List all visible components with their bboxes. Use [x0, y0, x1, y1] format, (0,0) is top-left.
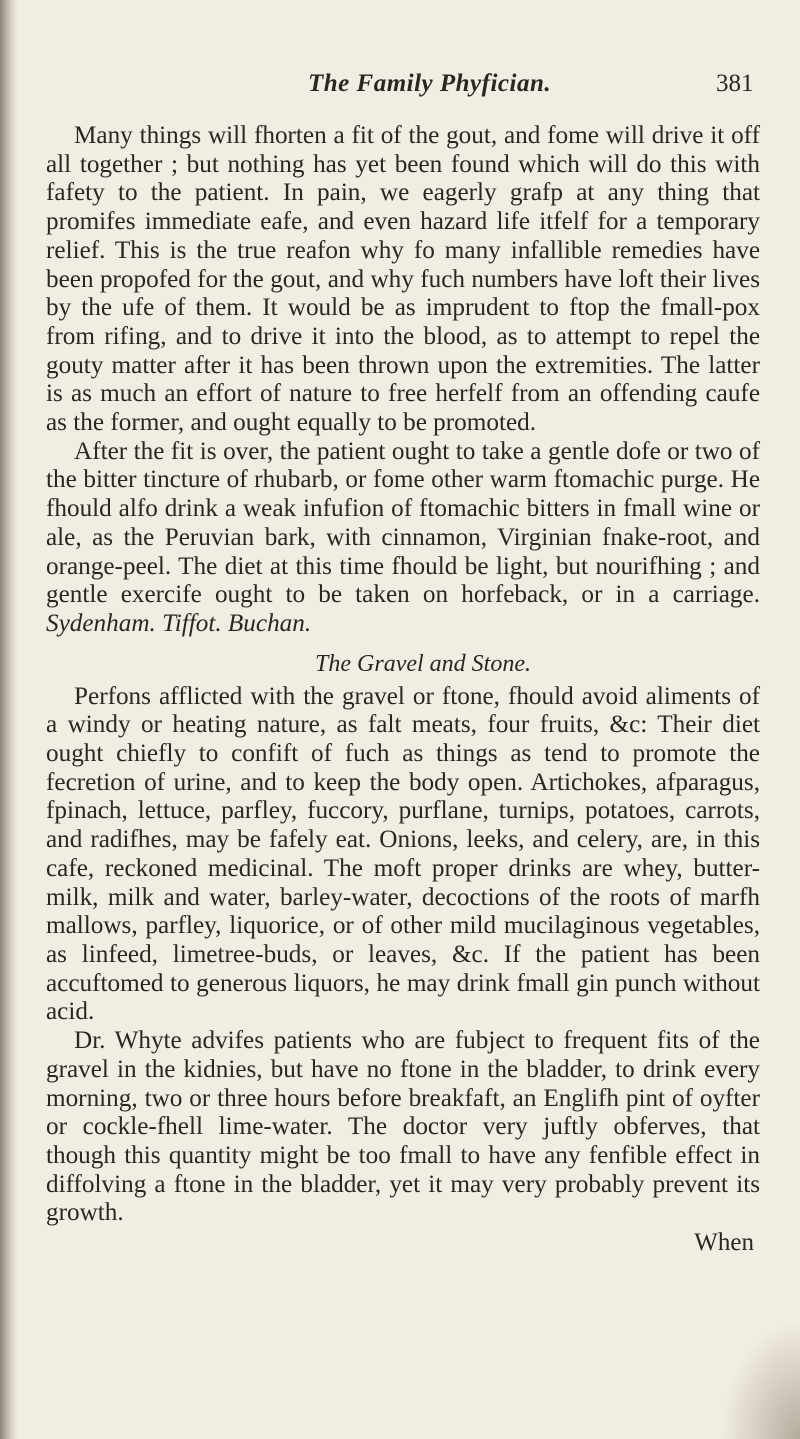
paragraph-dr-whyte: Dr. Whyte advifes patients who are fubject to frequent fits of the gravel in the kidnies, but have no ftone in the bladder, to drink every morning, two or three hours before breakfaft, an Englifh pint of oyfter or cockle-fhell lime-water. The doctor very juftly obferves, that though this quantity might be too fmall to have any fenfible effect in diffolving a ftone in the bladder, yet it may very probably prevent its growth. — [46, 1027, 760, 1227]
paragraph-gravel-diet: Perfons afflicted with the gravel or ftone, fhould avoid aliments of a windy or heating nature, as falt meats, four fruits, &c: Their diet ought chiefly to confift of fuch as things as tend to promote the fecretion of urine, and to keep the body open. Artichokes, afparagus, fpinach, lettuce, parfley, fuccory, purflane, turnips, potatoes, carrots, and radifhes, may be fafely eat. Onions, leeks, and celery, are, in this cafe, reckoned medicinal. The moft proper drinks are whey, butter-milk, milk and water, barley-water, decoctions of the roots of marfh mallows, parfley, liquorice, or of other mild mucilaginous vegetables, as linfeed, limetree-buds, or leaves, &c. If the patient has been accuftomed to generous liquors, he may drink fmall gin punch without acid. — [46, 682, 760, 1026]
paragraph-after-fit-text: After the fit is over, the patient ought to take a gentle dofe or two of the bitter tincture of rhubarb, or fome other warm ftomachic purge. He fhould alfo drink a weak infufion of ftomachic bitters in fmall wine or ale, as the Peruvian bark, with cinnamon, Virginian fnake-root, and orange-peel. The diet at this time fhould be light, but nourifhing ; and gentle exercife ought to be taken on horfeback, or in a carriage. — [46, 437, 760, 609]
body-text — [46, 122, 760, 1258]
page-gutter-shadow — [0, 0, 18, 1439]
paragraph-gout-remedies: Many things will fhorten a fit of the gout, and fome will drive it off all together ; but nothing has yet been found which will do this with fafety to the patient. In pain, we eagerly grafp at any thing that promifes immediate eafe, and even hazard life itfelf for a temporary relief. This is the true reafon why fo many infallible remedies have been propofed for the gout, and why fuch numbers have loft their lives by the ufe of them. It would be as imprudent to ftop the fmall-pox from rifing, and to drive it into the blood, as to attempt to repel the gouty matter after it has been thrown upon the extremities. The latter is as much an effort of nature to free herfelf from an offending caufe as the former, and ought equally to be promoted. — [46, 122, 760, 437]
page-corner-shadow — [720, 1319, 800, 1439]
page-number: 381 — [716, 70, 754, 97]
catchword: When — [694, 1229, 754, 1257]
running-title: The Family Phyfician. — [308, 70, 552, 97]
paragraph-after-fit — [46, 438, 760, 639]
section-title: The Gravel and Stone. — [315, 650, 531, 677]
citation: Sydenham. Tiffot. Buchan. — [46, 609, 312, 637]
